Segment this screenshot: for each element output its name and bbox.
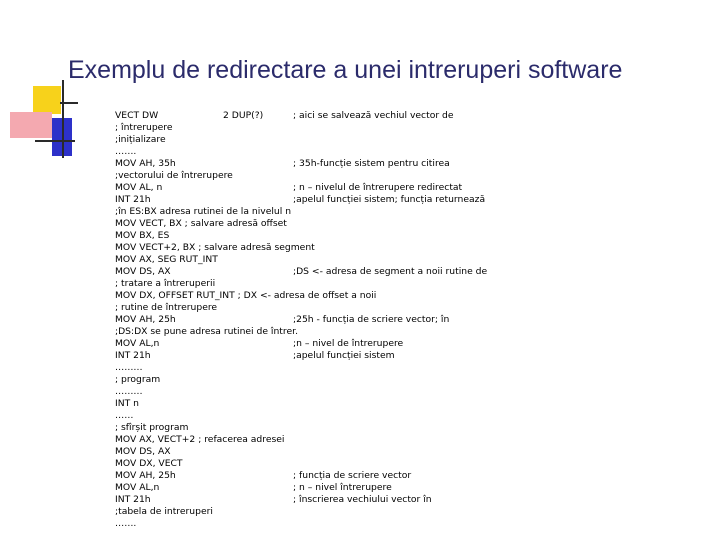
code-line [115,338,535,350]
code-line [115,422,535,434]
code-line [115,302,535,314]
code-segment: ;vectorului de întrerupere [115,170,233,181]
code-segment: ; sfîrșit program [115,422,189,433]
code-line [115,110,535,122]
code-line [115,158,535,170]
code-segment: ;DS:DX se pune adresa rutinei de întrer. [115,326,298,337]
code-segment: VECT DW [115,110,159,121]
code-line [115,506,535,518]
code-segment: ; n – nivelul de întrerupere redirectat [293,182,463,193]
code-segment: MOV AL,n [115,482,160,493]
code-line [115,386,535,398]
code-segment: ……. [115,518,137,529]
code-segment: INT 21h [115,494,151,505]
code-line [115,134,535,146]
code-line [115,470,535,482]
code-segment: ; n – nivel întrerupere [293,482,392,493]
code-segment: MOV DS, AX [115,446,171,457]
code-line [115,458,535,470]
code-segment: ; tratare a întreruperii [115,278,216,289]
code-segment: ;apelul funcției sistem [293,350,395,361]
code-line [115,278,535,290]
code-line [115,410,535,422]
code-line [115,518,535,530]
code-segment: ; întrerupere [115,122,173,133]
code-segment: ;n – nivel de întrerupere [293,338,404,349]
code-listing [115,110,535,530]
code-line [115,434,535,446]
code-segment: ; înscrierea vechiului vector în [293,494,432,505]
code-segment: ; aici se salvează vechiul vector de [293,110,454,121]
code-line [115,146,535,158]
code-line [115,266,535,278]
code-segment: INT n [115,398,139,409]
code-segment: ; rutine de întrerupere [115,302,218,313]
code-segment: MOV VECT, BX ; salvare adresă offset [115,218,287,229]
code-line [115,290,535,302]
decorative-horizontal-line [35,140,75,142]
decorative-pink-square [10,112,52,138]
code-segment: ……. [115,146,137,157]
code-segment: ; funcția de scriere vector [293,470,412,481]
code-segment: MOV DS, AX [115,266,171,277]
code-segment: ……… [115,362,143,373]
code-line [115,482,535,494]
code-segment: …… [115,410,134,421]
code-line [115,194,535,206]
code-segment: 2 DUP(?) [223,110,264,121]
code-segment: MOV AH, 25h [115,314,176,325]
code-segment: ;DS <- adresa de segment a noii rutine de [293,266,488,277]
code-line [115,122,535,134]
code-line [115,326,535,338]
code-segment: INT 21h [115,194,151,205]
code-line [115,206,535,218]
code-line [115,446,535,458]
code-segment: ;apelul funcției sistem; funcția returnează [293,194,486,205]
code-segment: ;tabela de intreruperi [115,506,213,517]
code-segment: MOV AH, 35h [115,158,176,169]
code-line [115,362,535,374]
code-segment: ……… [115,386,143,397]
decorative-short-line [60,102,78,104]
code-segment: MOV AX, VECT+2 ; refacerea adresei [115,434,285,445]
code-segment: MOV AX, SEG RUT_INT [115,254,218,265]
code-segment: MOV VECT+2, BX ; salvare adresă segment [115,242,315,253]
code-segment: MOV AH, 25h [115,470,176,481]
code-line [115,242,535,254]
decorative-yellow-square [33,86,61,114]
code-line [115,254,535,266]
code-line [115,314,535,326]
code-segment: ;în ES:BX adresa rutinei de la nivelul n [115,206,292,217]
code-line [115,350,535,362]
code-segment: ;inițializare [115,134,166,145]
code-segment: INT 21h [115,350,151,361]
decorative-vertical-line [62,80,64,158]
code-segment: ;25h - funcția de scriere vector; în [293,314,450,325]
code-line [115,218,535,230]
slide-title: Exemplu de redirectare a unei intreruperi software [68,56,623,84]
code-line [115,398,535,410]
code-segment: ; 35h-funcție sistem pentru citirea [293,158,450,169]
code-line [115,182,535,194]
code-segment: MOV BX, ES [115,230,170,241]
code-segment: ; program [115,374,161,385]
code-segment: MOV AL,n [115,338,160,349]
code-line [115,230,535,242]
code-line [115,494,535,506]
code-segment: MOV DX, VECT [115,458,183,469]
code-segment: MOV DX, OFFSET RUT_INT ; DX <- adresa de offset a noii [115,290,377,301]
code-segment: MOV AL, n [115,182,163,193]
code-line [115,374,535,386]
code-line [115,170,535,182]
